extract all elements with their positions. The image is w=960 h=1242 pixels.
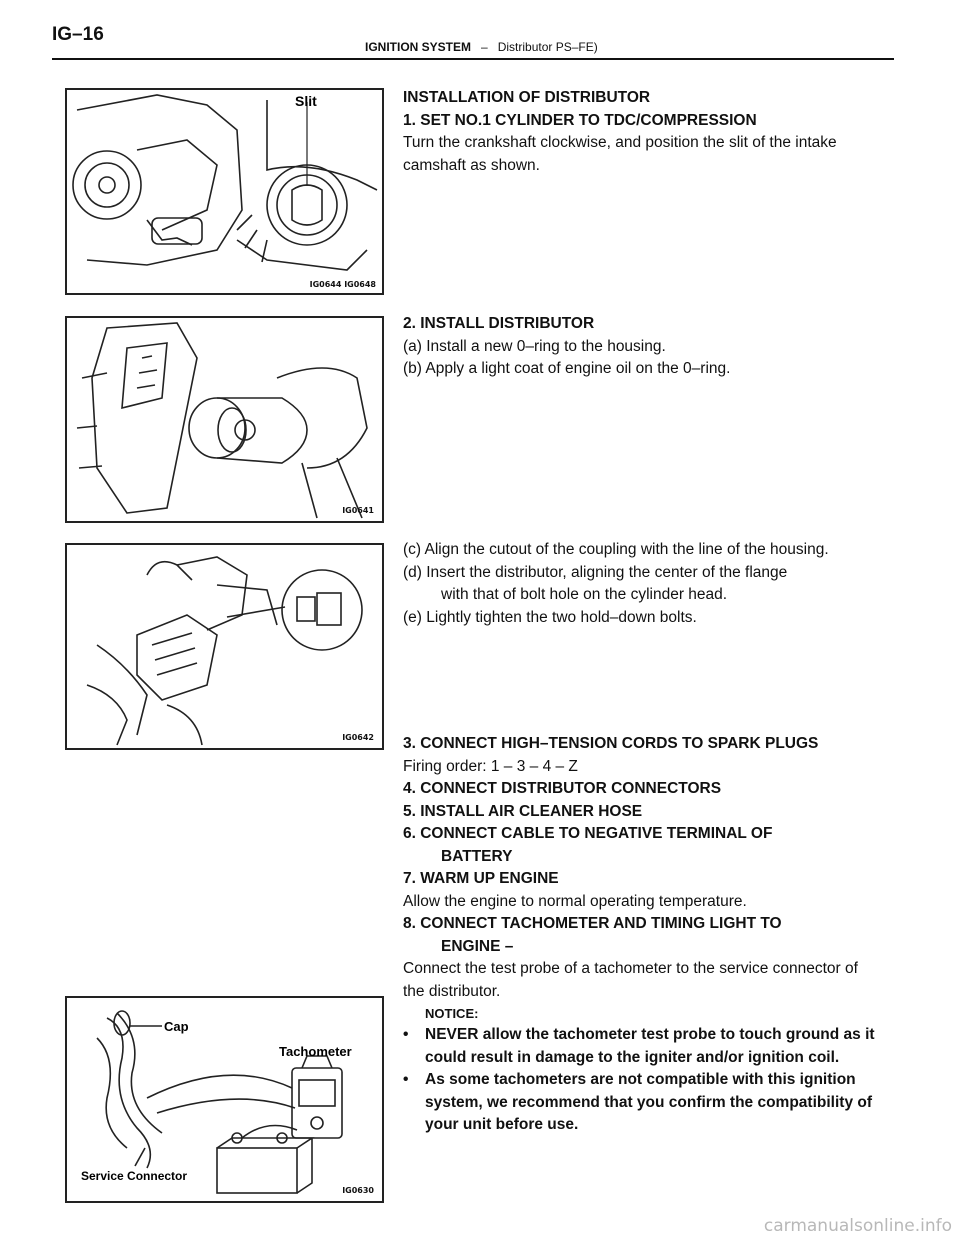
installation-heading: INSTALLATION OF DISTRIBUTOR [403, 89, 651, 106]
step8-text: Connect the test probe of a tachometer to the service connector of the distributor. [403, 960, 858, 1000]
slit-label: Slit [295, 93, 317, 109]
figure-distributor-insert [65, 543, 384, 750]
step3-title: 3. CONNECT HIGH–TENSION CORDS TO SPARK PLUGS [403, 735, 819, 752]
step2-e: (e) Lightly tighten the two hold–down bolts. [403, 608, 697, 626]
firing-order: Firing order: 1 – 3 – 4 – Z [403, 757, 578, 775]
section-name: IGNITION SYSTEM [365, 40, 472, 54]
figure-code: IG0642 [342, 733, 374, 742]
bullet-text: NEVER allow the tachometer test probe to touch ground as it could result in damage to the igniter and/or ignition coil. [425, 1026, 875, 1066]
service-connector-label: Service Connector [81, 1169, 188, 1183]
section-installation [403, 87, 873, 177]
step2-d-line2: with that of bolt hole on the cylinder head. [441, 586, 728, 603]
figure-code: IG0641 [342, 506, 374, 515]
tachometer-illustration [67, 998, 382, 1201]
header-separator: – [481, 40, 488, 54]
figure-distributor-oring [65, 316, 384, 523]
bullet-icon: • [403, 1071, 409, 1088]
section-align-insert [403, 539, 833, 629]
figure-camshaft-slit [65, 88, 384, 295]
page-number: IG–16 [52, 24, 104, 45]
distributor-oring-illustration [67, 318, 382, 521]
step5-title: 5. INSTALL AIR CLEANER HOSE [403, 802, 643, 820]
tachometer-label: Tachometer [279, 1044, 352, 1059]
step2-c: (c) Align the cutout of the coupling with the line of the housing. [403, 541, 829, 558]
camshaft-illustration [67, 90, 382, 293]
watermark: carmanualsonline.info [763, 1216, 952, 1236]
step4-title: 4. CONNECT DISTRIBUTOR CONNECTORS [403, 780, 722, 797]
list-item [403, 1024, 883, 1069]
step2-b: (b) Apply a light coat of engine oil on the 0–ring. [403, 360, 731, 377]
step2-a: (a) Install a new 0–ring to the housing. [403, 337, 666, 355]
step7-text: Allow the engine to normal operating temperature. [403, 892, 747, 910]
figure-tachometer-connection [65, 996, 384, 1203]
cap-label: Cap [164, 1019, 189, 1034]
step1-title: 1. SET NO.1 CYLINDER TO TDC/COMPRESSION [403, 111, 757, 129]
step2-d-line1: (d) Insert the distributor, aligning the center of the flange [403, 563, 788, 581]
step8-line1: 8. CONNECT TACHOMETER AND TIMING LIGHT TO [403, 915, 782, 932]
step6-line2: BATTERY [441, 847, 513, 865]
bullet-icon: • [403, 1026, 409, 1043]
list-item [403, 1069, 883, 1137]
step1-text: Turn the crankshaft clockwise, and position the slit of the intake camshaft as shown. [403, 134, 837, 174]
subsection-name: Distributor PS–FE) [497, 40, 598, 54]
step6-line1: 6. CONNECT CABLE TO NEGATIVE TERMINAL OF [403, 825, 773, 842]
distributor-insert-illustration [67, 545, 382, 748]
figure-code: IG0630 [342, 1186, 374, 1195]
header-title [365, 40, 598, 54]
header-rule [52, 58, 894, 60]
step2-title: 2. INSTALL DISTRIBUTOR [403, 315, 595, 332]
notice-label: NOTICE: [425, 1006, 479, 1021]
step7-title: 7. WARM UP ENGINE [403, 870, 559, 887]
bullet-text: As some tachometers are not compatible with this ignition system, we recommend that you confirm the compatibility of your unit before use. [425, 1071, 873, 1133]
section-install-distributor [403, 313, 873, 381]
notice-bullets [403, 1024, 883, 1137]
figure-code: IG0644 IG0648 [309, 280, 376, 289]
section-connect-steps [403, 733, 873, 1026]
step8-line2: ENGINE – [441, 937, 514, 955]
